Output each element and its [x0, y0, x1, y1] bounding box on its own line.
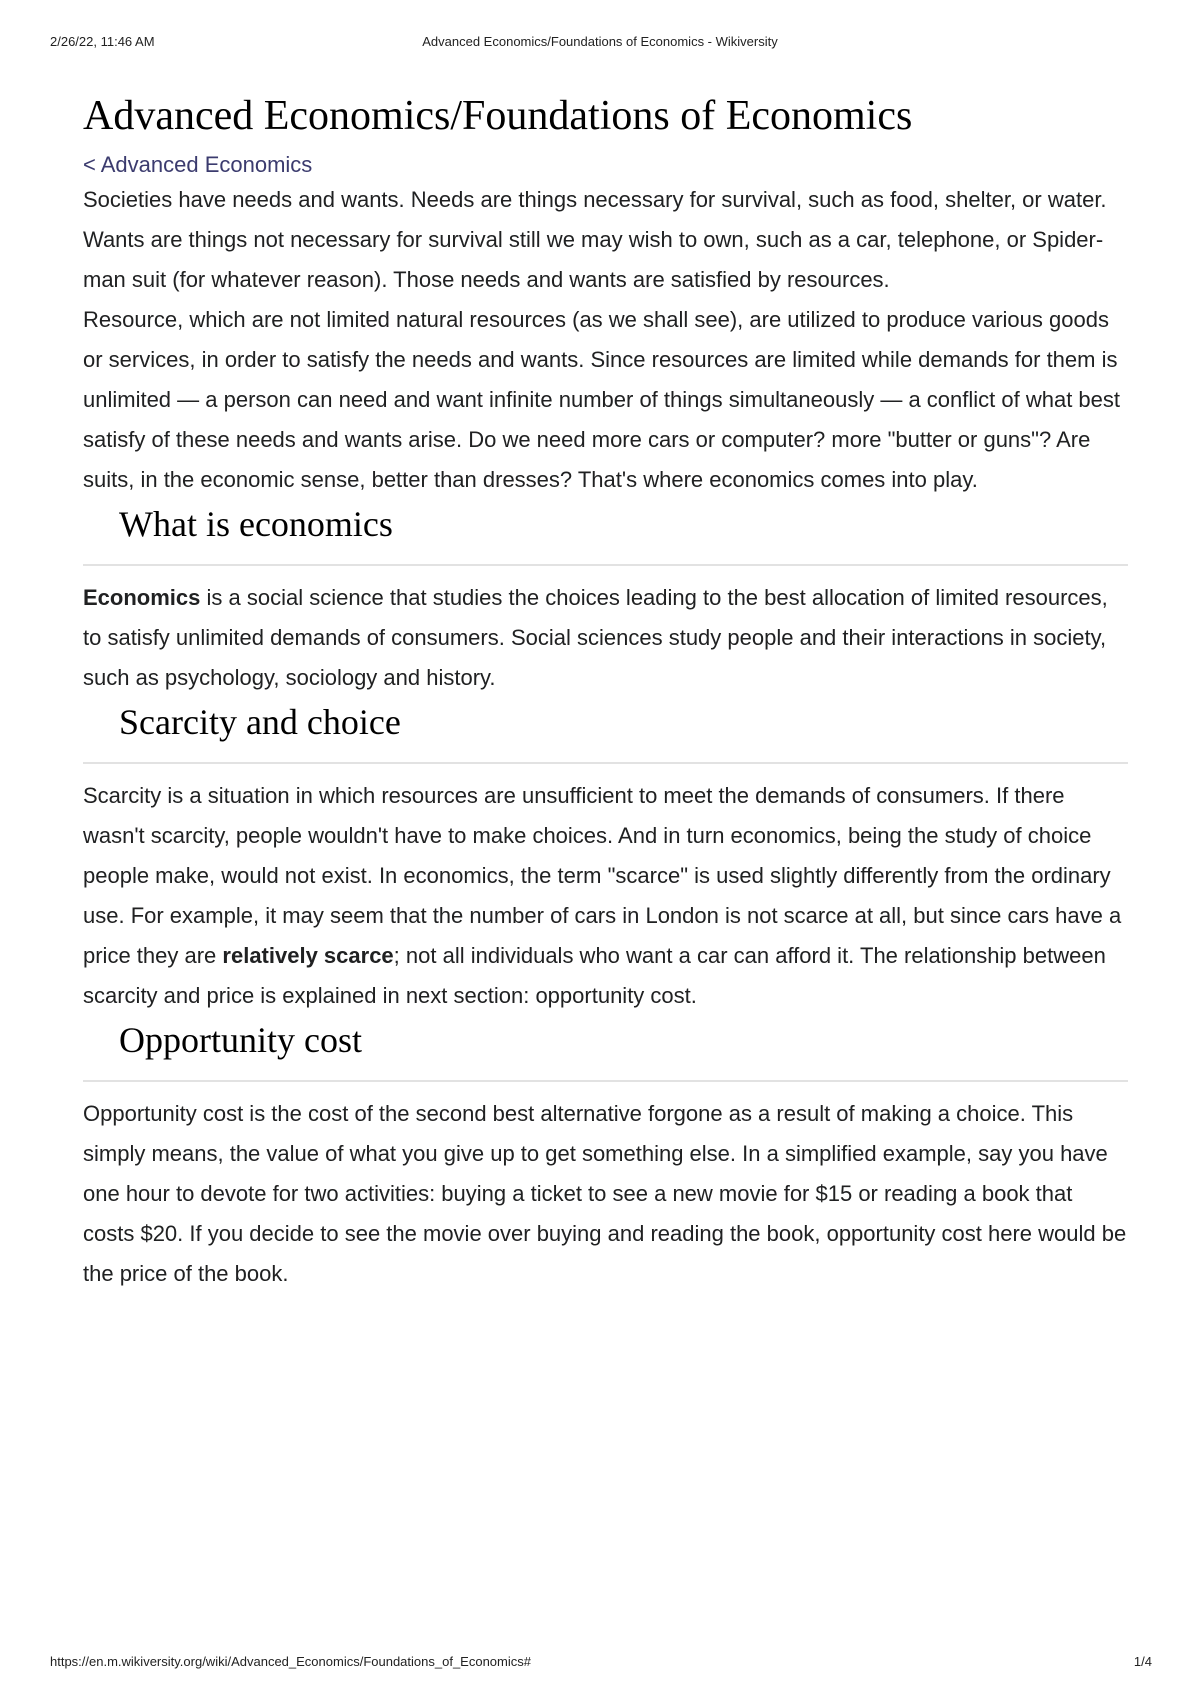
- print-header: [0, 34, 1200, 52]
- print-page-title: Advanced Economics/Foundations of Economics - Wikiversity: [422, 34, 778, 49]
- scarcity-bold-text: relatively scarce: [222, 943, 394, 968]
- scarcity-paragraph: [83, 776, 1128, 1016]
- breadcrumb-prefix: <: [83, 152, 101, 177]
- print-footer: [0, 1654, 1200, 1672]
- scarcity-text-after: ; not all individuals who want a car can afford it. The relationship between scarcity and price is explained in next section: opportunity cost.: [83, 943, 1106, 1008]
- article-content: [83, 88, 1128, 1294]
- economics-bold-term: Economics: [83, 585, 201, 610]
- economics-paragraph: [83, 578, 1128, 698]
- heading-scarcity-and-choice: Scarcity and choice: [119, 702, 401, 742]
- print-date: 2/26/22, 11:46 AM: [50, 34, 155, 49]
- page-title: Advanced Economics/Foundations of Economics: [83, 93, 913, 139]
- heading-what-is-economics: What is economics: [119, 504, 393, 544]
- breadcrumb-link-advanced-economics[interactable]: Advanced Economics: [100, 152, 313, 177]
- print-page-number: 1/4: [1133, 1654, 1152, 1669]
- economics-text: is a social science that studies the choices leading to the best allocation of limited resources, to satisfy unlimited demands of consumers. Social sciences study people and their interactions in society, such as psychology, sociology and history.: [83, 585, 1108, 690]
- breadcrumb: [83, 150, 1128, 180]
- scarcity-text-before: Scarcity is a situation in which resources are unsufficient to meet the demands of consumers. If there wasn't scarcity, people wouldn't have to make choices. And in turn economics, being the study of choice people make, would not exist. In economics, the term "scarce" is used slightly differently from the ordinary use. For example, it may seem that the number of cars in London is not scarce at all, but since cars have a price they are: [83, 783, 1122, 968]
- intro-paragraph-1: Societies have needs and wants. Needs are things necessary for survival, such as food, shelter, or water. Wants are things not necessary for survival still we may wish to own, such as a car, telephone, or Spider-man suit (for whatever reason). Those needs and wants are satisfied by resources.: [83, 187, 1107, 292]
- section-divider: [83, 564, 1128, 566]
- opportunity-paragraph: Opportunity cost is the cost of the second best alternative forgone as a result of making a choice. This simply means, the value of what you give up to get something else. In a simplified example, say you have one hour to devote for two activities: buying a ticket to see a new movie for $15 or reading a book that costs $20. If you decide to see the movie over buying and reading the book, opportunity cost here would be the price of the book.: [83, 1101, 1127, 1286]
- section-divider: [83, 762, 1128, 764]
- print-url: https://en.m.wikiversity.org/wiki/Advanced_Economics/Foundations_of_Economics#: [50, 1654, 531, 1669]
- heading-opportunity-cost: Opportunity cost: [119, 1020, 362, 1060]
- section-divider: [83, 1080, 1128, 1082]
- intro-paragraph-2: Resource, which are not limited natural resources (as we shall see), are utilized to produce various goods or services, in order to satisfy the needs and wants. Since resources are limited while demands for them is unlimited — a person can need and want infinite number of things simultaneously — a conflict of what best satisfy of these needs and wants arise. Do we need more cars or computer? more "butter or guns"? Are suits, in the economic sense, better than dresses? That's where economics comes into play.: [83, 307, 1121, 492]
